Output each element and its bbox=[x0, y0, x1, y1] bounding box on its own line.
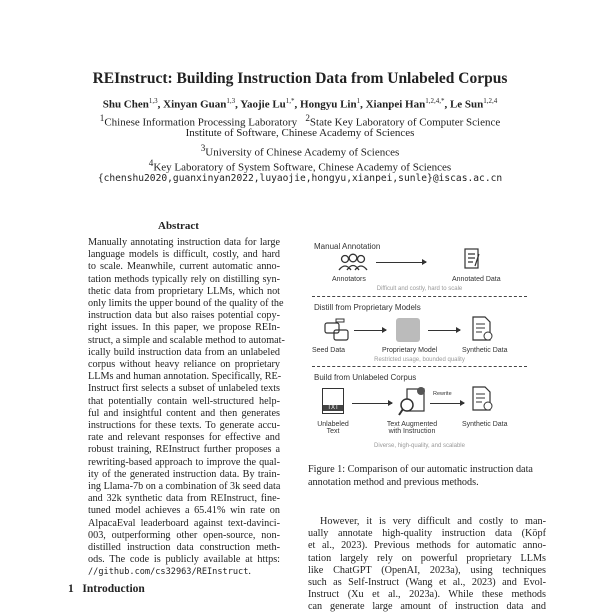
txt-badge: TXT bbox=[323, 405, 343, 411]
abstract-line: to scale. Meanwhile, current automatic anno- bbox=[88, 261, 280, 273]
intro-line: Instruct (Xu et al., 2023a). While these methods bbox=[308, 589, 546, 601]
figure-1 bbox=[312, 240, 527, 458]
affiliation: Chinese Information Processing Laboratory bbox=[104, 116, 298, 129]
author-sup: 1,* bbox=[285, 97, 295, 105]
abstract-line: corpus without heavy reliance on proprietary bbox=[88, 359, 280, 371]
intro-line: ually annotate high-quality instruction data (Köpf bbox=[308, 528, 546, 540]
abstract-line: instruction data but also raises potential copy- bbox=[88, 310, 280, 322]
synthetic-data-label: Synthetic Data bbox=[462, 347, 508, 354]
proprietary-model-label: Proprietary Model bbox=[382, 347, 438, 354]
author-sup: 1,3 bbox=[148, 97, 158, 105]
seed-data-label: Seed Data bbox=[312, 347, 346, 354]
author: Xianpei Han bbox=[365, 98, 426, 111]
synthetic-data-icon bbox=[472, 316, 494, 342]
abstract-line: instructions for these texts. To generate accu- bbox=[88, 420, 280, 432]
arrow bbox=[430, 403, 464, 404]
abstract-line: right issues. In this paper, we propose REIn- bbox=[88, 322, 280, 334]
intro-line: et al., 2023). Previous methods for automatic anno- bbox=[308, 540, 546, 552]
abstract-line: language models is difficult, costly, and hard bbox=[88, 249, 280, 261]
section-number: 1 bbox=[68, 583, 74, 595]
abstract-line: AlpacaEval leaderboard against text-davinci- bbox=[88, 517, 280, 529]
intro-line: tation largely rely on powerful proprietary LLMs bbox=[308, 552, 546, 564]
period: . bbox=[248, 566, 251, 578]
paper-title: REInstruct: Building Instruction Data from Unlabeled Corpus bbox=[92, 70, 508, 87]
manual-note: Difficult and costly, hard to scale bbox=[376, 286, 463, 292]
author: Hongyu Lin bbox=[300, 98, 357, 111]
build-note: Diverse, high-quality, and scalable bbox=[374, 443, 465, 449]
build-heading: Build from Unlabeled Corpus bbox=[314, 373, 417, 382]
aff-sup: 1 bbox=[99, 113, 105, 123]
intro-line: can generate large amount of instruction data and bbox=[308, 601, 546, 613]
abstract-line: ing Llama-7b on a combination of 3k seed data bbox=[88, 481, 281, 493]
arrow bbox=[376, 262, 426, 263]
text-augmented-icon bbox=[398, 386, 428, 418]
author-emails: {chenshu2020,guanxinyan2022,luyaojie,hongyu,xianpei,sunle}@iscas.ac.cn bbox=[97, 173, 503, 184]
proprietary-model-icon bbox=[396, 318, 420, 342]
affiliation: University of Chinese Academy of Sciences bbox=[205, 146, 400, 159]
abstract-line: robust training, REInstruct further proposes a bbox=[88, 444, 280, 456]
divider bbox=[312, 366, 527, 367]
affiliation: Institute of Software, Chinese Academy of Sciences bbox=[185, 127, 415, 139]
distill-note: Restricted usage, bounded quality bbox=[374, 357, 465, 363]
seed-data-icon bbox=[324, 318, 350, 342]
aff-sup: 4 bbox=[148, 158, 154, 168]
abstract-line: LLMs and human annotation. Specifically, RE- bbox=[88, 371, 282, 383]
manual-annotation-heading: Manual Annotation bbox=[314, 242, 381, 251]
author: Shu Chen bbox=[102, 98, 149, 111]
annotated-data-icon bbox=[464, 248, 482, 270]
unlabeled-text-label: Unlabeled Text bbox=[317, 421, 349, 435]
abstract-line: ful and insightful content and then generates bbox=[88, 407, 280, 419]
distill-heading: Distill from Proprietary Models bbox=[314, 303, 421, 312]
abstract-line: Instruct first selects a subset of unlabeled texts bbox=[88, 383, 280, 395]
figure-caption bbox=[308, 464, 546, 489]
arrow bbox=[428, 330, 460, 331]
author: Le Sun bbox=[449, 98, 484, 111]
abstract-line: tuned model achieves a 65.41% win rate on bbox=[88, 505, 280, 517]
abstract-line: rewriting-based approach to improve the qual- bbox=[88, 456, 280, 468]
caption-line: annotation method and previous methods. bbox=[308, 476, 479, 488]
affiliation-line bbox=[0, 157, 600, 175]
code-link[interactable]: //github.com/cs32963/REInstruct bbox=[88, 567, 249, 578]
abstract-line: distilled instruction data construction meth- bbox=[88, 542, 280, 554]
abstract-line: tation methods typically rely on distilling syn- bbox=[88, 273, 280, 285]
abstract-line: only limits the upper bound of the quality of the bbox=[88, 298, 284, 310]
abstract-line: thetic data from proprietary LLMs, which not bbox=[88, 285, 280, 297]
divider bbox=[312, 296, 527, 297]
synthetic-data-icon bbox=[472, 386, 494, 412]
abstract-line: Manually annotating instruction data for large bbox=[88, 237, 280, 248]
abstract-line: ically build instruction data from an unlabeled bbox=[88, 346, 280, 358]
text-augmented-label: Text Augmented with Instruction bbox=[386, 421, 438, 435]
annotators-label: Annotators bbox=[332, 276, 366, 283]
abstract-line: and 32k synthetic data from REInstruct, fine- bbox=[88, 493, 280, 505]
affiliation: Key Laboratory of System Software, Chinese Academy of Sciences bbox=[153, 161, 452, 174]
author-sup: 1,3 bbox=[226, 97, 236, 105]
abstract-line: ods. The code is publicly available at https: bbox=[88, 554, 280, 566]
aff-sup: 3 bbox=[200, 143, 206, 153]
annotated-data-label: Annotated Data bbox=[452, 276, 501, 283]
caption-line: Figure 1: Comparison of our automatic instruction data bbox=[308, 464, 533, 475]
abstract-line: struct, a simple and scalable method to automat- bbox=[88, 334, 285, 346]
intro-line: like ChatGPT (OpenAI, 2023a), using techniques bbox=[308, 564, 546, 576]
affiliation: State Key Laboratory of Computer Science bbox=[309, 116, 501, 129]
intro-paragraph bbox=[308, 516, 546, 614]
abstract-line: ity of the generated instruction data. By train- bbox=[88, 468, 280, 480]
unlabeled-text-icon bbox=[322, 388, 344, 414]
section-heading bbox=[68, 583, 145, 595]
intro-line: However, it is very difficult and costly to man- bbox=[320, 516, 546, 527]
abstract-heading: Abstract bbox=[158, 220, 199, 232]
author-sup: 1,2,4,* bbox=[425, 97, 445, 105]
abstract-line: rate and relevant responses for effective and bbox=[88, 432, 280, 444]
author-sup: 1,2,4 bbox=[483, 97, 498, 105]
author-sup: 1 bbox=[356, 97, 361, 105]
arrow bbox=[352, 403, 392, 404]
arrow bbox=[354, 330, 386, 331]
annotators-icon bbox=[337, 253, 369, 271]
aff-sup: 2 bbox=[305, 113, 310, 123]
abstract-line: that potentially contain well-structured help- bbox=[88, 395, 280, 407]
abstract-line bbox=[88, 566, 280, 578]
author-list: Shu Chen$^{1,3}$, Xinyan Guan$^{1,3}$, Yaojie $Lu^{1,*}$, Hongyu Lin$^1$, Xianpei Han$^{1,2,4,*}$, Le Sun$^{1,2,4}$ bbox=[102, 97, 498, 111]
abstract-body bbox=[88, 237, 285, 579]
author: Yaojie Lu bbox=[240, 98, 286, 111]
abstract-line: 003, outperforming other open-source, non- bbox=[88, 529, 280, 541]
section-title: Introduction bbox=[82, 583, 145, 595]
author: Xinyan Guan bbox=[163, 98, 227, 111]
synthetic-data-label: Synthetic Data bbox=[462, 421, 508, 428]
intro-line: such as Self-Instruct (Wang et al., 2023) and Evol- bbox=[308, 577, 546, 589]
rewrite-label: Rewrite bbox=[433, 391, 452, 397]
